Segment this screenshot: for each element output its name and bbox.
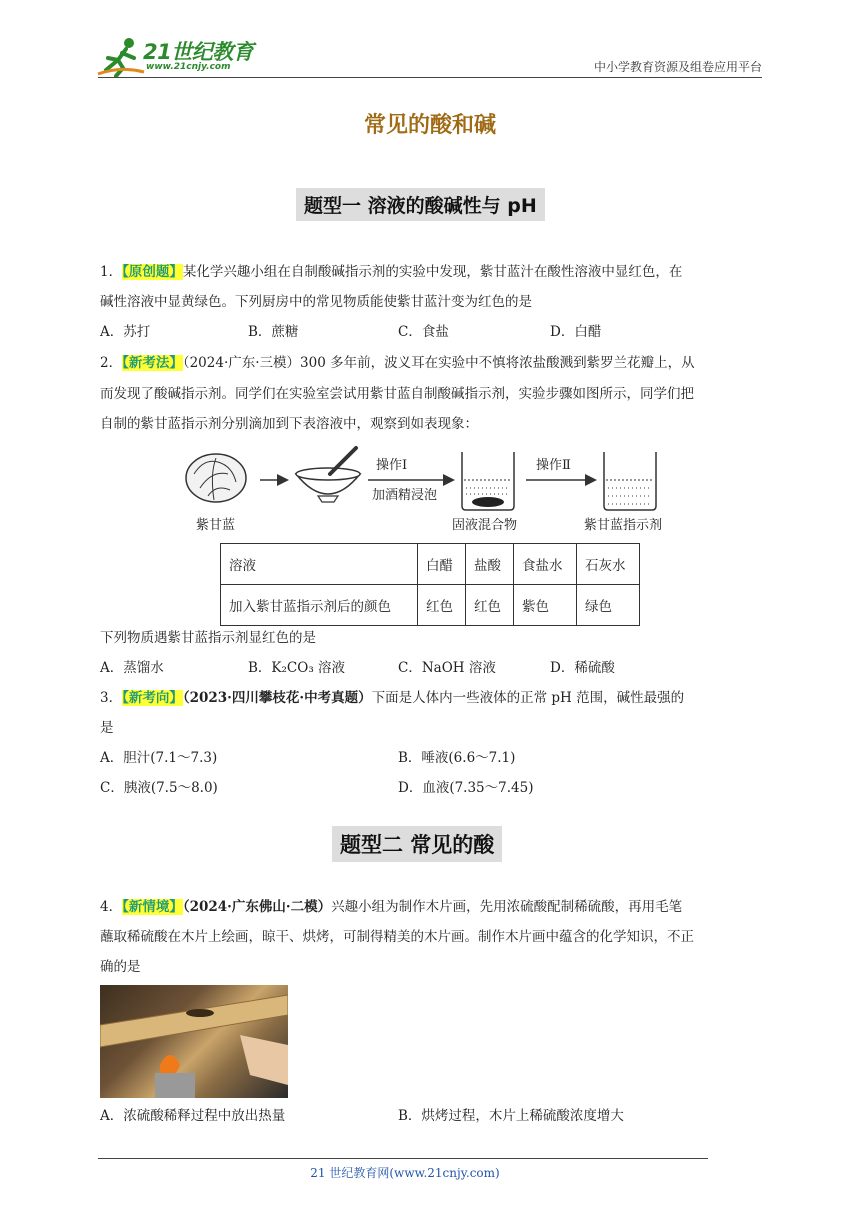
step2-label: 操作Ⅱ	[536, 458, 571, 473]
q3-tag: 【新考向】	[122, 690, 183, 706]
q3-option-a: A．胆汁(7.1～7.3)	[100, 750, 218, 766]
q3-option-c: C．胰液(7.5～8.0)	[100, 780, 218, 796]
table-cell: 绿色	[577, 585, 640, 626]
logo-url: www.21cnjy.com	[146, 62, 231, 72]
q4-line3: 确的是	[100, 959, 141, 975]
q1-option-a: A．苏打	[100, 324, 151, 340]
table-cell: 紫色	[514, 585, 577, 626]
logo-text: 21世纪教育	[143, 40, 254, 64]
table-row	[221, 544, 640, 585]
section-heading-2: 题型二 常见的酸	[332, 826, 502, 862]
table-cell: 白醋	[418, 544, 466, 585]
q1-text-1: 某化学兴趣小组在自制酸碱指示剂的实验中发现，紫甘蓝汁在酸性溶液中显红色，在	[182, 264, 683, 280]
q2-tag: 【新考法】	[122, 355, 183, 371]
beaker-mixture-icon	[462, 452, 514, 510]
q3-line1	[100, 688, 684, 708]
q1-line1	[100, 262, 682, 282]
table-cell: 加入紫甘蓝指示剂后的颜色	[221, 585, 418, 626]
q2-option-c: C．NaOH 溶液	[398, 660, 496, 676]
indicator-label: 紫甘蓝指示剂	[584, 518, 663, 533]
q3-option-d: D．血液(7.35～7.45)	[398, 780, 534, 796]
header-platform-text: 中小学教育资源及组卷应用平台	[593, 60, 762, 74]
q2-line1	[100, 353, 695, 373]
q1-line2: 碱性溶液中显黄绿色。下列厨房中的常见物质能使紫甘蓝汁变为红色的是	[100, 294, 532, 310]
table-cell: 红色	[418, 585, 466, 626]
q4-number: 4．	[100, 899, 123, 915]
q4-option-a: A．浓硫酸稀释过程中放出热量	[100, 1108, 286, 1124]
table-cell: 盐酸	[466, 544, 514, 585]
table-row	[221, 585, 640, 626]
q1-number: 1．	[100, 264, 123, 280]
q4-source: （2024·广东佛山·二模）	[182, 899, 332, 915]
step1-label: 操作Ⅰ	[376, 458, 408, 473]
q4-line2: 蘸取稀硫酸在木片上绘画，晾干、烘烤，可制得精美的木片画。制作木片画中蕴含的化学知识，不正	[100, 929, 694, 945]
mixture-label: 固液混合物	[452, 518, 518, 533]
q1-option-c: C．食盐	[398, 324, 449, 340]
q3-text-1: 下面是人体内一些液体的正常 pH 范围，碱性最强的	[371, 690, 685, 706]
beaker-indicator-icon	[604, 452, 656, 510]
q4-text-1: 兴趣小组为制作木片画，先用浓硫酸配制稀硫酸，再用毛笔	[331, 899, 683, 915]
cabbage-icon	[186, 454, 246, 502]
q1-tag: 【原创题】	[122, 264, 183, 280]
table-cell: 食盐水	[514, 544, 577, 585]
mortar-icon	[296, 448, 360, 502]
header-divider	[98, 77, 762, 78]
q4-tag: 【新情境】	[122, 899, 183, 915]
q2-line3: 自制的紫甘蓝指示剂分别滴加到下表溶液中，观察到如表现象：	[100, 416, 478, 432]
table-cell: 石灰水	[577, 544, 640, 585]
q3-option-b: B．唾液(6.6～7.1)	[398, 750, 516, 766]
runner-icon	[96, 36, 146, 78]
table-cell: 溶液	[221, 544, 418, 585]
q4-woodburning-photo	[100, 985, 288, 1098]
q1-option-d: D．白醋	[550, 324, 602, 340]
footer-divider	[98, 1158, 708, 1159]
q4-line1	[100, 897, 682, 917]
footer-text: 21 世纪教育网(www.21cnjy.com)	[310, 1166, 500, 1180]
q2-number: 2．	[100, 355, 123, 371]
q2-option-a: A．蒸馏水	[100, 660, 164, 676]
q2-color-table	[220, 543, 640, 626]
table-cell: 红色	[466, 585, 514, 626]
section-heading-1: 题型一 溶液的酸碱性与 pH	[296, 188, 545, 221]
page-title: 常见的酸和碱	[363, 113, 496, 138]
cabbage-label: 紫甘蓝	[196, 518, 236, 533]
wood-strip-icon	[100, 985, 288, 1098]
q2-stem: 下列物质遇紫甘蓝指示剂显红色的是	[100, 630, 316, 646]
q3-number: 3．	[100, 690, 123, 706]
q1-option-b: B．蔗糖	[248, 324, 299, 340]
q2-procedure-figure	[180, 444, 680, 536]
q2-text-1: （2024·广东·三模）300 多年前，波义耳在实验中不慎将浓盐酸溅到紫罗兰花瓣上，从	[182, 355, 695, 371]
q3-line2: 是	[100, 720, 114, 736]
q4-option-b: B．烘烤过程，木片上稀硫酸浓度增大	[398, 1108, 624, 1124]
step1-note: 加酒精浸泡	[372, 488, 438, 503]
q2-line2: 而发现了酸碱指示剂。同学们在实验室尝试用紫甘蓝自制酸碱指示剂，实验步骤如图所示，同学们把	[100, 386, 694, 402]
q3-source: （2023·四川攀枝花·中考真题）	[182, 690, 372, 706]
q2-option-d: D．稀硫酸	[550, 660, 615, 676]
q2-option-b: B．K₂CO₃ 溶液	[248, 660, 346, 676]
